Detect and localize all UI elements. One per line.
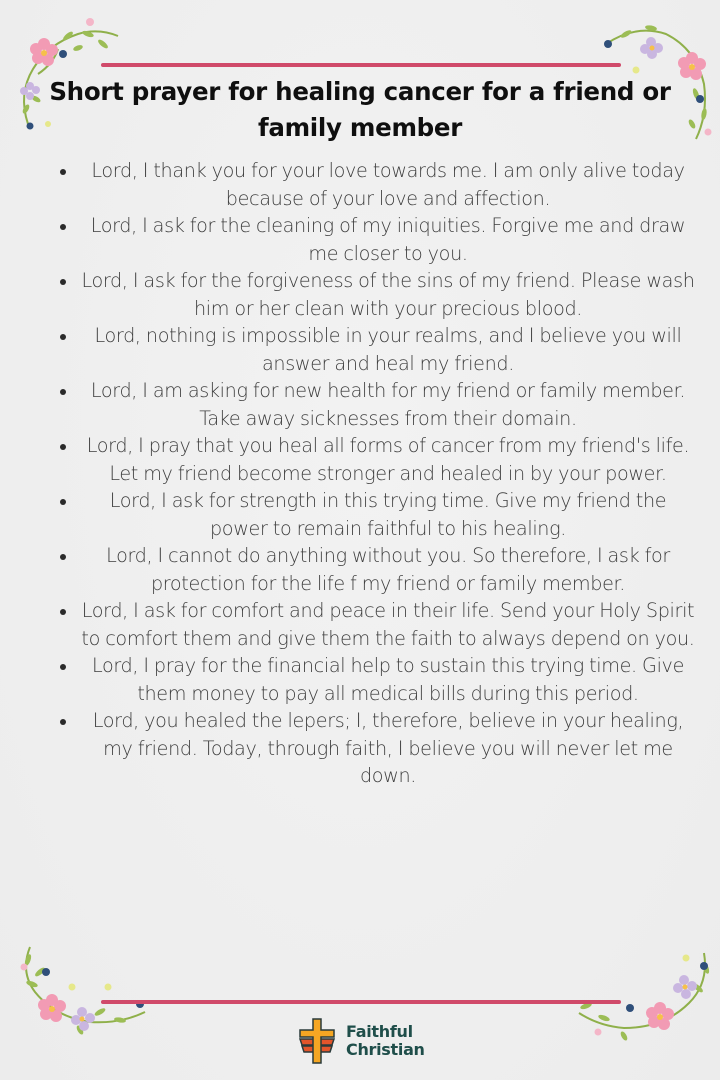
bullet-icon bbox=[60, 609, 66, 615]
bullet-icon bbox=[60, 664, 66, 670]
bullet-icon bbox=[60, 444, 66, 450]
faithful-christian-logo bbox=[296, 1017, 425, 1065]
bullet-icon bbox=[60, 169, 66, 175]
prayer-list bbox=[56, 157, 696, 790]
bullet-icon bbox=[60, 719, 66, 725]
bullet-icon bbox=[60, 499, 66, 505]
prayer-item: Lord, I ask for comfort and peace in their life. Send your Holy Spirit to comfort them and give them the faith to always depend on you. bbox=[56, 597, 696, 652]
prayer-item: Lord, I ask for strength in this trying time. Give my friend the power to remain faithful to his healing. bbox=[56, 487, 696, 542]
prayer-item: Lord, I am asking for new health for my friend or family member. Take away sicknesses from their domain. bbox=[56, 377, 696, 432]
page-title: Short prayer for healing cancer for a friend or family member bbox=[49, 77, 671, 142]
prayer-item: Lord, I ask for the cleaning of my iniquities. Forgive me and draw me closer to you. bbox=[56, 212, 696, 267]
logo-text: Faithful Christian bbox=[346, 1022, 425, 1059]
bottom-divider bbox=[101, 1000, 621, 1004]
prayer-item: Lord, you healed the lepers; I, therefore, believe in your healing, my friend. Today, through faith, I believe you will never let me down. bbox=[56, 707, 696, 790]
prayer-item: Lord, I pray for the financial help to sustain this trying time. Give them money to pay all medical bills during this period. bbox=[56, 652, 696, 707]
top-divider bbox=[101, 63, 621, 67]
prayer-item: Lord, I thank you for your love towards me. I am only alive today because of your love and affection. bbox=[56, 157, 696, 212]
floral-decoration-bottom-right bbox=[574, 948, 714, 1048]
prayer-item: Lord, I pray that you heal all forms of cancer from my friend's life. Let my friend become stronger and healed in by your power. bbox=[56, 432, 696, 487]
bullet-icon bbox=[60, 554, 66, 560]
cross-icon bbox=[296, 1017, 338, 1065]
prayer-item: Lord, I ask for the forgiveness of the sins of my friend. Please wash him or her clean with your precious blood. bbox=[56, 267, 696, 322]
bullet-icon bbox=[60, 224, 66, 230]
bullet-icon bbox=[60, 334, 66, 340]
bullet-icon bbox=[60, 389, 66, 395]
bullet-icon bbox=[60, 279, 66, 285]
prayer-item: Lord, I cannot do anything without you. So therefore, I ask for protection for the life f my friend or family member. bbox=[56, 542, 696, 597]
prayer-item: Lord, nothing is impossible in your realms, and I believe you will answer and heal my friend. bbox=[56, 322, 696, 377]
floral-decoration-bottom-left bbox=[10, 942, 150, 1042]
